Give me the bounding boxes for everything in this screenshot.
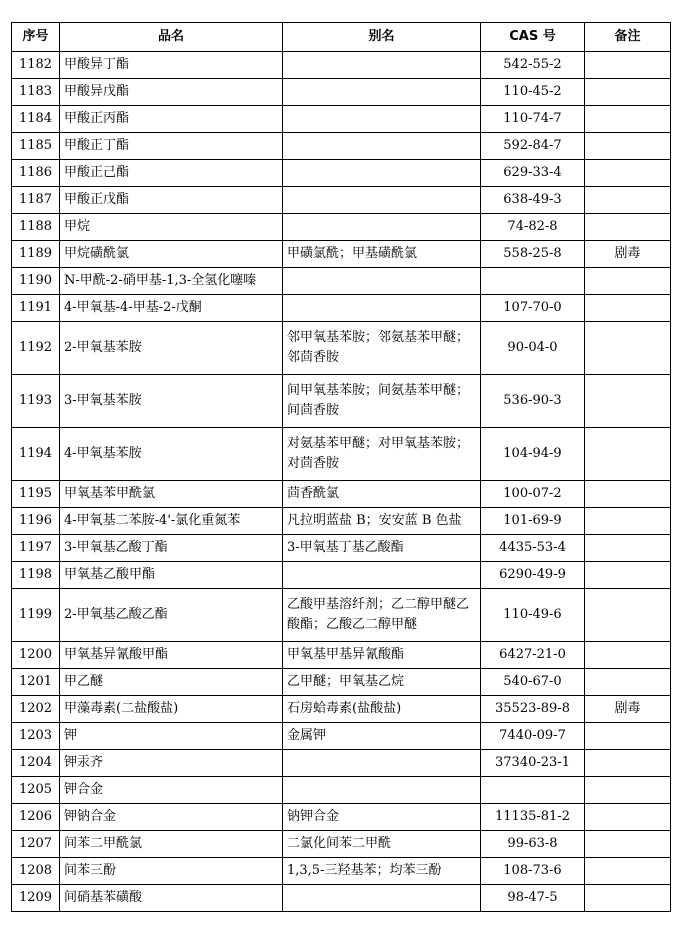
cell-no: 1190 xyxy=(12,268,60,295)
cell-note xyxy=(585,133,671,160)
cell-name: 甲氧基乙酸甲酯 xyxy=(60,562,283,589)
table-row xyxy=(12,508,671,535)
cell-note xyxy=(585,481,671,508)
cell-note xyxy=(585,885,671,912)
table-row xyxy=(12,535,671,562)
table-row xyxy=(12,562,671,589)
cell-no: 1209 xyxy=(12,885,60,912)
cell-alias: 钠钾合金 xyxy=(283,804,481,831)
cell-no: 1196 xyxy=(12,508,60,535)
cell-no: 1200 xyxy=(12,642,60,669)
cell-no: 1184 xyxy=(12,106,60,133)
cell-note xyxy=(585,804,671,831)
cell-alias: 乙甲醚；甲氧基乙烷 xyxy=(283,669,481,696)
cell-cas: 104-94-9 xyxy=(481,428,585,481)
cell-name: 甲酸正己酯 xyxy=(60,160,283,187)
cell-name: N-甲酰-2-硝甲基-1,3-全氢化噻嗪 xyxy=(60,268,283,295)
cell-cas: 35523-89-8 xyxy=(481,696,585,723)
cell-no: 1185 xyxy=(12,133,60,160)
header-name: 品名 xyxy=(60,23,283,52)
table-row xyxy=(12,214,671,241)
cell-alias: 石房蛤毒素(盐酸盐) xyxy=(283,696,481,723)
cell-name: 甲酸正丁酯 xyxy=(60,133,283,160)
cell-name: 甲烷磺酰氯 xyxy=(60,241,283,268)
table-row xyxy=(12,187,671,214)
cell-alias xyxy=(283,750,481,777)
cell-no: 1192 xyxy=(12,322,60,375)
cell-alias: 甲氧基甲基异氰酸酯 xyxy=(283,642,481,669)
cell-no: 1195 xyxy=(12,481,60,508)
cell-alias xyxy=(283,268,481,295)
cell-no: 1201 xyxy=(12,669,60,696)
cell-no: 1205 xyxy=(12,777,60,804)
table-row xyxy=(12,79,671,106)
cell-name: 甲乙醚 xyxy=(60,669,283,696)
cell-cas: 6427-21-0 xyxy=(481,642,585,669)
cell-name: 钾汞齐 xyxy=(60,750,283,777)
cell-alias xyxy=(283,187,481,214)
cell-no: 1188 xyxy=(12,214,60,241)
cell-cas xyxy=(481,777,585,804)
cell-note xyxy=(585,508,671,535)
cell-no: 1199 xyxy=(12,589,60,642)
cell-name: 3-甲氧基苯胺 xyxy=(60,375,283,428)
cell-cas: 107-70-0 xyxy=(481,295,585,322)
cell-cas: 4435-53-4 xyxy=(481,535,585,562)
cell-no: 1197 xyxy=(12,535,60,562)
cell-note xyxy=(585,160,671,187)
cell-cas: 540-67-0 xyxy=(481,669,585,696)
cell-name: 间硝基苯磺酸 xyxy=(60,885,283,912)
cell-name: 钾钠合金 xyxy=(60,804,283,831)
cell-cas: 90-04-0 xyxy=(481,322,585,375)
cell-note xyxy=(585,535,671,562)
cell-cas: 110-45-2 xyxy=(481,79,585,106)
cell-note: 剧毒 xyxy=(585,241,671,268)
cell-cas: 629-33-4 xyxy=(481,160,585,187)
cell-name: 2-甲氧基苯胺 xyxy=(60,322,283,375)
cell-no: 1183 xyxy=(12,79,60,106)
cell-note xyxy=(585,295,671,322)
cell-cas: 6290-49-9 xyxy=(481,562,585,589)
cell-cas: 37340-23-1 xyxy=(481,750,585,777)
header-no: 序号 xyxy=(12,23,60,52)
cell-name: 间苯三酚 xyxy=(60,858,283,885)
cell-name: 钾 xyxy=(60,723,283,750)
cell-alias: 1,3,5-三羟基苯；均苯三酚 xyxy=(283,858,481,885)
cell-cas: 536-90-3 xyxy=(481,375,585,428)
cell-note xyxy=(585,858,671,885)
cell-alias xyxy=(283,214,481,241)
cell-alias: 间甲氧基苯胺；间氨基苯甲醚；间茴香胺 xyxy=(283,375,481,428)
cell-cas: 108-73-6 xyxy=(481,858,585,885)
table-row xyxy=(12,642,671,669)
cell-cas: 100-07-2 xyxy=(481,481,585,508)
table-row xyxy=(12,669,671,696)
cell-cas: 110-49-6 xyxy=(481,589,585,642)
cell-cas: 110-74-7 xyxy=(481,106,585,133)
cell-name: 甲氧基异氰酸甲酯 xyxy=(60,642,283,669)
cell-no: 1191 xyxy=(12,295,60,322)
table-row xyxy=(12,106,671,133)
table-row xyxy=(12,322,671,375)
cell-cas: 74-82-8 xyxy=(481,214,585,241)
table-body xyxy=(12,52,671,912)
header-alias: 别名 xyxy=(283,23,481,52)
cell-name: 甲酸正戊酯 xyxy=(60,187,283,214)
cell-alias: 甲磺氯酰；甲基磺酰氯 xyxy=(283,241,481,268)
cell-cas: 592-84-7 xyxy=(481,133,585,160)
table-row xyxy=(12,52,671,79)
cell-no: 1187 xyxy=(12,187,60,214)
cell-alias xyxy=(283,79,481,106)
cell-alias xyxy=(283,160,481,187)
table-row xyxy=(12,777,671,804)
cell-cas: 101-69-9 xyxy=(481,508,585,535)
cell-note: 剧毒 xyxy=(585,696,671,723)
cell-alias: 乙酸甲基溶纤剂；乙二醇甲醚乙酸酯；乙酸乙二醇甲醚 xyxy=(283,589,481,642)
table-row xyxy=(12,160,671,187)
cell-note xyxy=(585,428,671,481)
cell-note xyxy=(585,777,671,804)
cell-cas: 542-55-2 xyxy=(481,52,585,79)
cell-name: 2-甲氧基乙酸乙酯 xyxy=(60,589,283,642)
cell-cas: 638-49-3 xyxy=(481,187,585,214)
cell-no: 1198 xyxy=(12,562,60,589)
cell-no: 1193 xyxy=(12,375,60,428)
table-row xyxy=(12,241,671,268)
cell-no: 1189 xyxy=(12,241,60,268)
cell-alias: 3-甲氧基丁基乙酸酯 xyxy=(283,535,481,562)
cell-note xyxy=(585,214,671,241)
cell-note xyxy=(585,669,671,696)
cell-cas: 99-63-8 xyxy=(481,831,585,858)
cell-note xyxy=(585,268,671,295)
cell-name: 甲藻毒素(二盐酸盐) xyxy=(60,696,283,723)
table-row xyxy=(12,750,671,777)
cell-alias xyxy=(283,562,481,589)
cell-name: 钾合金 xyxy=(60,777,283,804)
cell-name: 3-甲氧基乙酸丁酯 xyxy=(60,535,283,562)
table-row xyxy=(12,295,671,322)
table-row xyxy=(12,133,671,160)
cell-cas: 11135-81-2 xyxy=(481,804,585,831)
cell-note xyxy=(585,831,671,858)
cell-name: 间苯二甲酰氯 xyxy=(60,831,283,858)
cell-cas: 7440-09-7 xyxy=(481,723,585,750)
cell-name: 甲酸正丙酯 xyxy=(60,106,283,133)
cell-note xyxy=(585,187,671,214)
cell-note xyxy=(585,750,671,777)
cell-cas: 98-47-5 xyxy=(481,885,585,912)
cell-alias: 金属钾 xyxy=(283,723,481,750)
chemical-table xyxy=(11,22,671,912)
cell-note xyxy=(585,642,671,669)
cell-alias: 对氨基苯甲醚；对甲氧基苯胺；对茴香胺 xyxy=(283,428,481,481)
cell-alias: 茴香酰氯 xyxy=(283,481,481,508)
cell-alias xyxy=(283,106,481,133)
cell-no: 1208 xyxy=(12,858,60,885)
cell-alias xyxy=(283,133,481,160)
cell-note xyxy=(585,562,671,589)
table-row xyxy=(12,481,671,508)
cell-note xyxy=(585,106,671,133)
cell-no: 1182 xyxy=(12,52,60,79)
table-row xyxy=(12,428,671,481)
cell-cas: 558-25-8 xyxy=(481,241,585,268)
cell-name: 4-甲氧基苯胺 xyxy=(60,428,283,481)
cell-no: 1202 xyxy=(12,696,60,723)
cell-no: 1186 xyxy=(12,160,60,187)
cell-name: 甲酸异丁酯 xyxy=(60,52,283,79)
header-row xyxy=(12,23,671,52)
cell-no: 1204 xyxy=(12,750,60,777)
table-row xyxy=(12,858,671,885)
cell-note xyxy=(585,723,671,750)
table-row xyxy=(12,268,671,295)
table-row xyxy=(12,804,671,831)
table-row xyxy=(12,723,671,750)
table-row xyxy=(12,589,671,642)
cell-name: 4-甲氧基-4-甲基-2-戊酮 xyxy=(60,295,283,322)
cell-note xyxy=(585,79,671,106)
cell-name: 甲烷 xyxy=(60,214,283,241)
cell-alias: 凡拉明蓝盐 B；安安蓝 B 色盐 xyxy=(283,508,481,535)
cell-note xyxy=(585,52,671,79)
cell-alias: 二氯化间苯二甲酰 xyxy=(283,831,481,858)
cell-name: 甲酸异戊酯 xyxy=(60,79,283,106)
cell-alias xyxy=(283,52,481,79)
header-cas: CAS 号 xyxy=(481,23,585,52)
cell-alias xyxy=(283,777,481,804)
cell-alias xyxy=(283,885,481,912)
cell-no: 1206 xyxy=(12,804,60,831)
cell-note xyxy=(585,589,671,642)
cell-name: 甲氧基苯甲酰氯 xyxy=(60,481,283,508)
table-row xyxy=(12,831,671,858)
cell-name: 4-甲氧基二苯胺-4'-氯化重氮苯 xyxy=(60,508,283,535)
cell-alias: 邻甲氧基苯胺；邻氨基苯甲醚；邻茴香胺 xyxy=(283,322,481,375)
cell-no: 1207 xyxy=(12,831,60,858)
cell-no: 1203 xyxy=(12,723,60,750)
table-row xyxy=(12,375,671,428)
cell-note xyxy=(585,322,671,375)
table-row xyxy=(12,696,671,723)
header-note: 备注 xyxy=(585,23,671,52)
cell-cas xyxy=(481,268,585,295)
table-row xyxy=(12,885,671,912)
cell-no: 1194 xyxy=(12,428,60,481)
cell-alias xyxy=(283,295,481,322)
cell-note xyxy=(585,375,671,428)
